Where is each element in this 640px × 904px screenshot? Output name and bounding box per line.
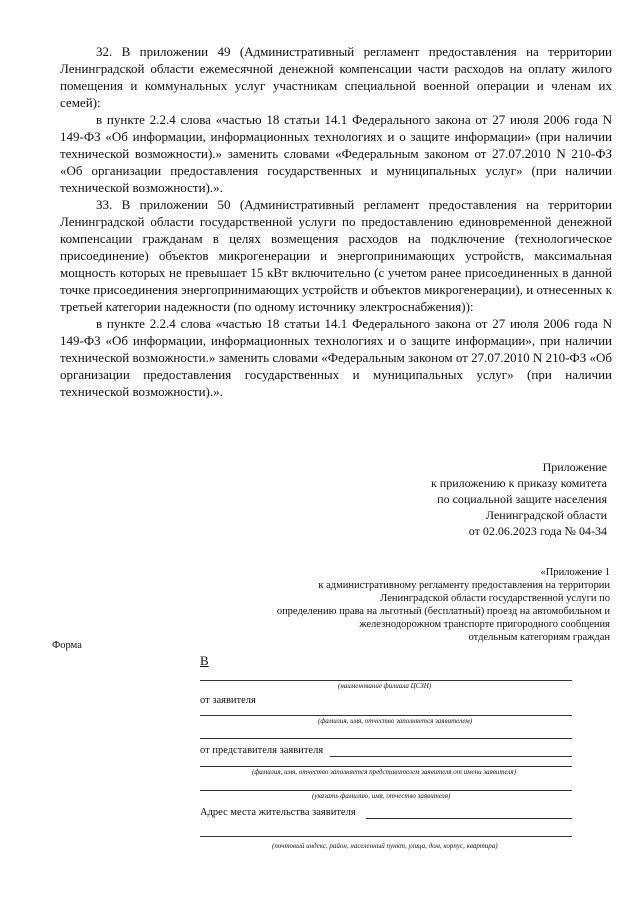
paragraph-33-amendment: в пункте 2.2.4 слова «частью 18 статьи 14.1 Федерального закона от 27 июля 2006 года N 149-ФЗ «Об информации, информационных технологиях и о защите информации», при наличии технической возможности.» заменить словами «Федеральным законом от 27.07.2010 N 210-ФЗ «Об организации предоставления государственных и муниципальных услуг» (при наличии технической возможности).».	[60, 316, 612, 399]
prilozhenie-line: отдельным категориям граждан	[468, 632, 610, 643]
prilozhenie-line: к административному регламенту предоставления на территории	[318, 580, 610, 591]
appendix-block	[307, 459, 607, 539]
hint-fio-zayavitel: (указать фамилию, имя, отчество заявителя)	[312, 792, 451, 800]
hint-address: (почтовый индекс, район, населенный пункт, улица, дом, корпус, квартира)	[272, 842, 498, 850]
representative-line	[330, 756, 572, 757]
applicant-fio-line	[200, 790, 572, 791]
v-label: В	[200, 653, 209, 668]
address-line-2	[200, 836, 572, 837]
prilozhenie-block	[230, 566, 610, 644]
address-label: Адрес места жительства заявителя	[200, 807, 356, 818]
prilozhenie-line: «Приложение 1	[540, 567, 610, 578]
paragraph-32: 32. В приложении 49 (Административный регламент предоставления на территории Ленинградской области ежемесячной денежной компенсации части расходов на оплату жилого помещения и коммунальных услуг участникам специальной военной операции и членам их семей):	[60, 44, 612, 110]
csn-name-line	[200, 680, 572, 681]
forma-label: Форма	[52, 640, 82, 651]
applicant-name-line-2	[200, 738, 572, 739]
appendix-line: к приложению к приказу комитета	[430, 476, 607, 490]
appendix-line: Приложение	[542, 460, 607, 474]
representative-line-2	[200, 766, 572, 767]
hint-fio-representative: (фамилия, имя, отчество заполняется представителем заявителя от имени заявителя)	[252, 768, 517, 776]
appendix-line: по социальной защите населения	[437, 492, 607, 506]
ot-zayavitelya-label: от заявителя	[200, 695, 256, 706]
appendix-line: от 02.06.2023 года № 04-34	[468, 524, 607, 538]
ot-predstavitelya-label: от представителя заявителя	[200, 745, 324, 756]
prilozhenie-line: Ленинградской области государственной услуги по	[380, 593, 610, 604]
prilozhenie-line: определению права на льготный (бесплатный) проезд на автомобильном и	[276, 606, 610, 617]
hint-fio-applicant: (фамилия, имя, отчество заполняется заявителем)	[318, 717, 473, 725]
hint-csn: (наименование филиала ЦСЗН)	[338, 682, 432, 690]
paragraph-33: 33. В приложении 50 (Административный регламент предоставления на территории Ленинградской области государственной услуги по предоставлению единовременной денежной компенсации гражданам в целях возмещения расходов на подключение (технологическое присоединение) объектов микрогенерации и энергопринимающих устройств, максимальная мощность которых не превышает 15 кВт включительно (с учетом ранее присоединенных в данной точке присоединения энергопринимающих устройств и объектов микрогенерации), и отнесенных к третьей категории надежности (по одному источнику электроснабжения)):	[60, 197, 612, 314]
prilozhenie-line: железнодорожном транспорте пригородного сообщения	[359, 619, 610, 630]
applicant-name-line	[200, 715, 572, 716]
address-line	[366, 818, 572, 819]
main-text	[60, 43, 612, 400]
appendix-line: Ленинградской области	[485, 508, 607, 522]
paragraph-32-amendment: в пункте 2.2.4 слова «частью 18 статьи 14.1 Федерального закона от 27 июля 2006 года N 149-ФЗ «Об информации, информационных технологиях и о защите информации» (при наличии технической возможности).» заменить словами «Федеральным законом от 27.07.2010 N 210-ФЗ «Об организации предоставления государственных и муниципальных услуг» (при наличии технической возможности).».	[60, 112, 612, 195]
